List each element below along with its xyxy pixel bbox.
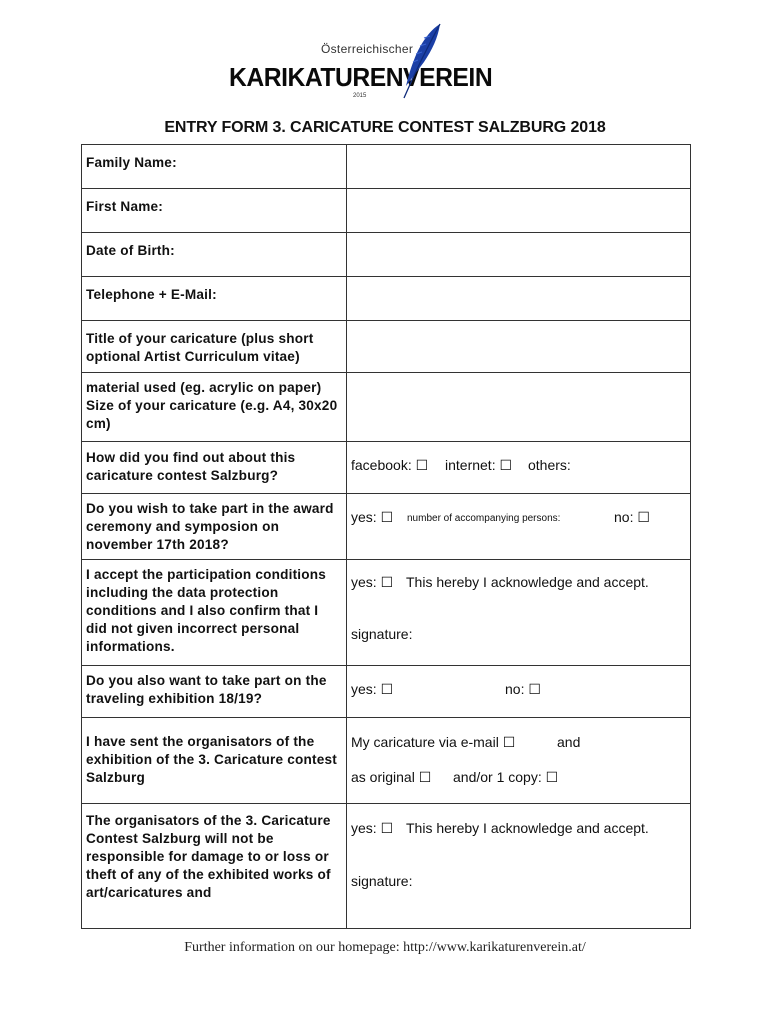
telephone-label: Telephone + E-Mail: bbox=[82, 277, 347, 320]
liability-options bbox=[347, 804, 690, 928]
via-email-label: My caricature via e-mail bbox=[351, 734, 499, 750]
row-date-of-birth bbox=[82, 233, 690, 277]
ceremony-yes-checkbox[interactable]: ☐ bbox=[380, 509, 394, 525]
entry-form-table bbox=[81, 144, 691, 929]
original-option[interactable] bbox=[351, 769, 431, 786]
liability-yes-label: yes: bbox=[351, 820, 377, 836]
row-family-name bbox=[82, 145, 690, 189]
row-accept-conditions bbox=[82, 560, 690, 666]
first-name-label: First Name: bbox=[82, 189, 347, 232]
first-name-field[interactable] bbox=[347, 189, 690, 232]
copy-label: and/or 1 copy: bbox=[453, 769, 542, 785]
ceremony-yes-option[interactable] bbox=[351, 509, 393, 526]
dob-label: Date of Birth: bbox=[82, 233, 347, 276]
traveling-no-option[interactable] bbox=[505, 681, 541, 698]
accept-statement: This hereby I acknowledge and accept. bbox=[406, 574, 649, 590]
family-name-label: Family Name: bbox=[82, 145, 347, 188]
caricature-title-field[interactable] bbox=[347, 321, 690, 372]
traveling-yes-label: yes: bbox=[351, 681, 377, 697]
row-liability bbox=[82, 804, 690, 928]
via-email-option[interactable] bbox=[351, 734, 515, 751]
sent-and-label: and bbox=[557, 734, 581, 750]
logo-year: 2015 bbox=[353, 93, 367, 99]
traveling-yes-checkbox[interactable]: ☐ bbox=[380, 681, 394, 697]
accept-label: I accept the participation conditions including the data protection conditions and I also confirm that I did not given incorrect personal informations. bbox=[82, 560, 347, 665]
logo-main-text: KARIKATURENVEREIN bbox=[229, 62, 493, 92]
original-label: as original bbox=[351, 769, 415, 785]
facebook-label: facebook: bbox=[351, 457, 412, 473]
internet-option[interactable] bbox=[445, 457, 512, 474]
row-traveling-exhibition bbox=[82, 666, 690, 718]
accompanying-persons-label: number of accompanying persons: bbox=[407, 513, 561, 524]
via-email-checkbox[interactable]: ☐ bbox=[502, 734, 516, 750]
ceremony-label: Do you wish to take part in the award ceremony and symposion on november 17th 2018? bbox=[82, 494, 347, 559]
others-label: others: bbox=[528, 457, 571, 473]
ceremony-options bbox=[347, 494, 690, 559]
material-field[interactable] bbox=[347, 373, 690, 441]
copy-option[interactable] bbox=[453, 769, 558, 786]
row-caricature-title bbox=[82, 321, 690, 373]
traveling-yes-option[interactable] bbox=[351, 681, 393, 698]
find-out-options bbox=[347, 442, 690, 493]
accept-yes-option[interactable] bbox=[351, 574, 393, 591]
internet-checkbox[interactable]: ☐ bbox=[499, 457, 513, 473]
liability-label: The organisators of the 3. Caricature Contest Salzburg will not be responsible for damage to or loss or theft of any of the exhibited works of art/caricatures and bbox=[82, 804, 347, 928]
feather-quill-icon bbox=[400, 22, 445, 100]
traveling-no-checkbox[interactable]: ☐ bbox=[528, 681, 541, 697]
accept-options bbox=[347, 560, 690, 665]
sent-label: I have sent the organisators of the exhibition of the 3. Caricature contest Salzburg bbox=[82, 718, 347, 803]
liability-statement: This hereby I acknowledge and accept. bbox=[406, 820, 649, 836]
traveling-label: Do you also want to take part on the traveling exhibition 18/19? bbox=[82, 666, 347, 717]
facebook-checkbox[interactable]: ☐ bbox=[415, 457, 429, 473]
find-out-label: How did you find out about this caricature contest Salzburg? bbox=[82, 442, 347, 493]
row-telephone bbox=[82, 277, 690, 321]
form-title: ENTRY FORM 3. CARICATURE CONTEST SALZBURG 2018 bbox=[164, 119, 606, 136]
liability-signature-label: signature: bbox=[351, 873, 413, 889]
traveling-options bbox=[347, 666, 690, 717]
row-sent bbox=[82, 718, 690, 804]
copy-checkbox[interactable]: ☐ bbox=[545, 769, 559, 785]
accept-signature-label: signature: bbox=[351, 626, 413, 642]
logo-small-text: Österreichischer bbox=[321, 42, 414, 56]
dob-field[interactable] bbox=[347, 233, 690, 276]
liability-yes-option[interactable] bbox=[351, 820, 393, 837]
sent-options bbox=[347, 718, 690, 803]
original-checkbox[interactable]: ☐ bbox=[418, 769, 432, 785]
ceremony-no-option[interactable] bbox=[614, 509, 650, 526]
row-ceremony bbox=[82, 494, 690, 560]
ceremony-no-label: no: bbox=[614, 509, 634, 525]
ceremony-no-checkbox[interactable]: ☐ bbox=[637, 509, 650, 525]
ceremony-yes-label: yes: bbox=[351, 509, 377, 525]
logo bbox=[225, 22, 555, 104]
accept-yes-label: yes: bbox=[351, 574, 377, 590]
row-material bbox=[82, 373, 690, 442]
material-label: material used (eg. acrylic on paper) Size of your caricature (e.g. A4, 30x20 cm) bbox=[82, 373, 347, 441]
telephone-field[interactable] bbox=[347, 277, 690, 320]
row-first-name bbox=[82, 189, 690, 233]
internet-label: internet: bbox=[445, 457, 496, 473]
traveling-no-label: no: bbox=[505, 681, 525, 697]
facebook-option[interactable] bbox=[351, 457, 428, 474]
row-find-out bbox=[82, 442, 690, 494]
caricature-title-label: Title of your caricature (plus short optional Artist Curriculum vitae) bbox=[82, 321, 347, 372]
accept-yes-checkbox[interactable]: ☐ bbox=[380, 574, 394, 590]
family-name-field[interactable] bbox=[347, 145, 690, 188]
footer-homepage-note: Further information on our homepage: http://www.karikaturenverein.at/ bbox=[184, 940, 586, 955]
liability-yes-checkbox[interactable]: ☐ bbox=[380, 820, 394, 836]
